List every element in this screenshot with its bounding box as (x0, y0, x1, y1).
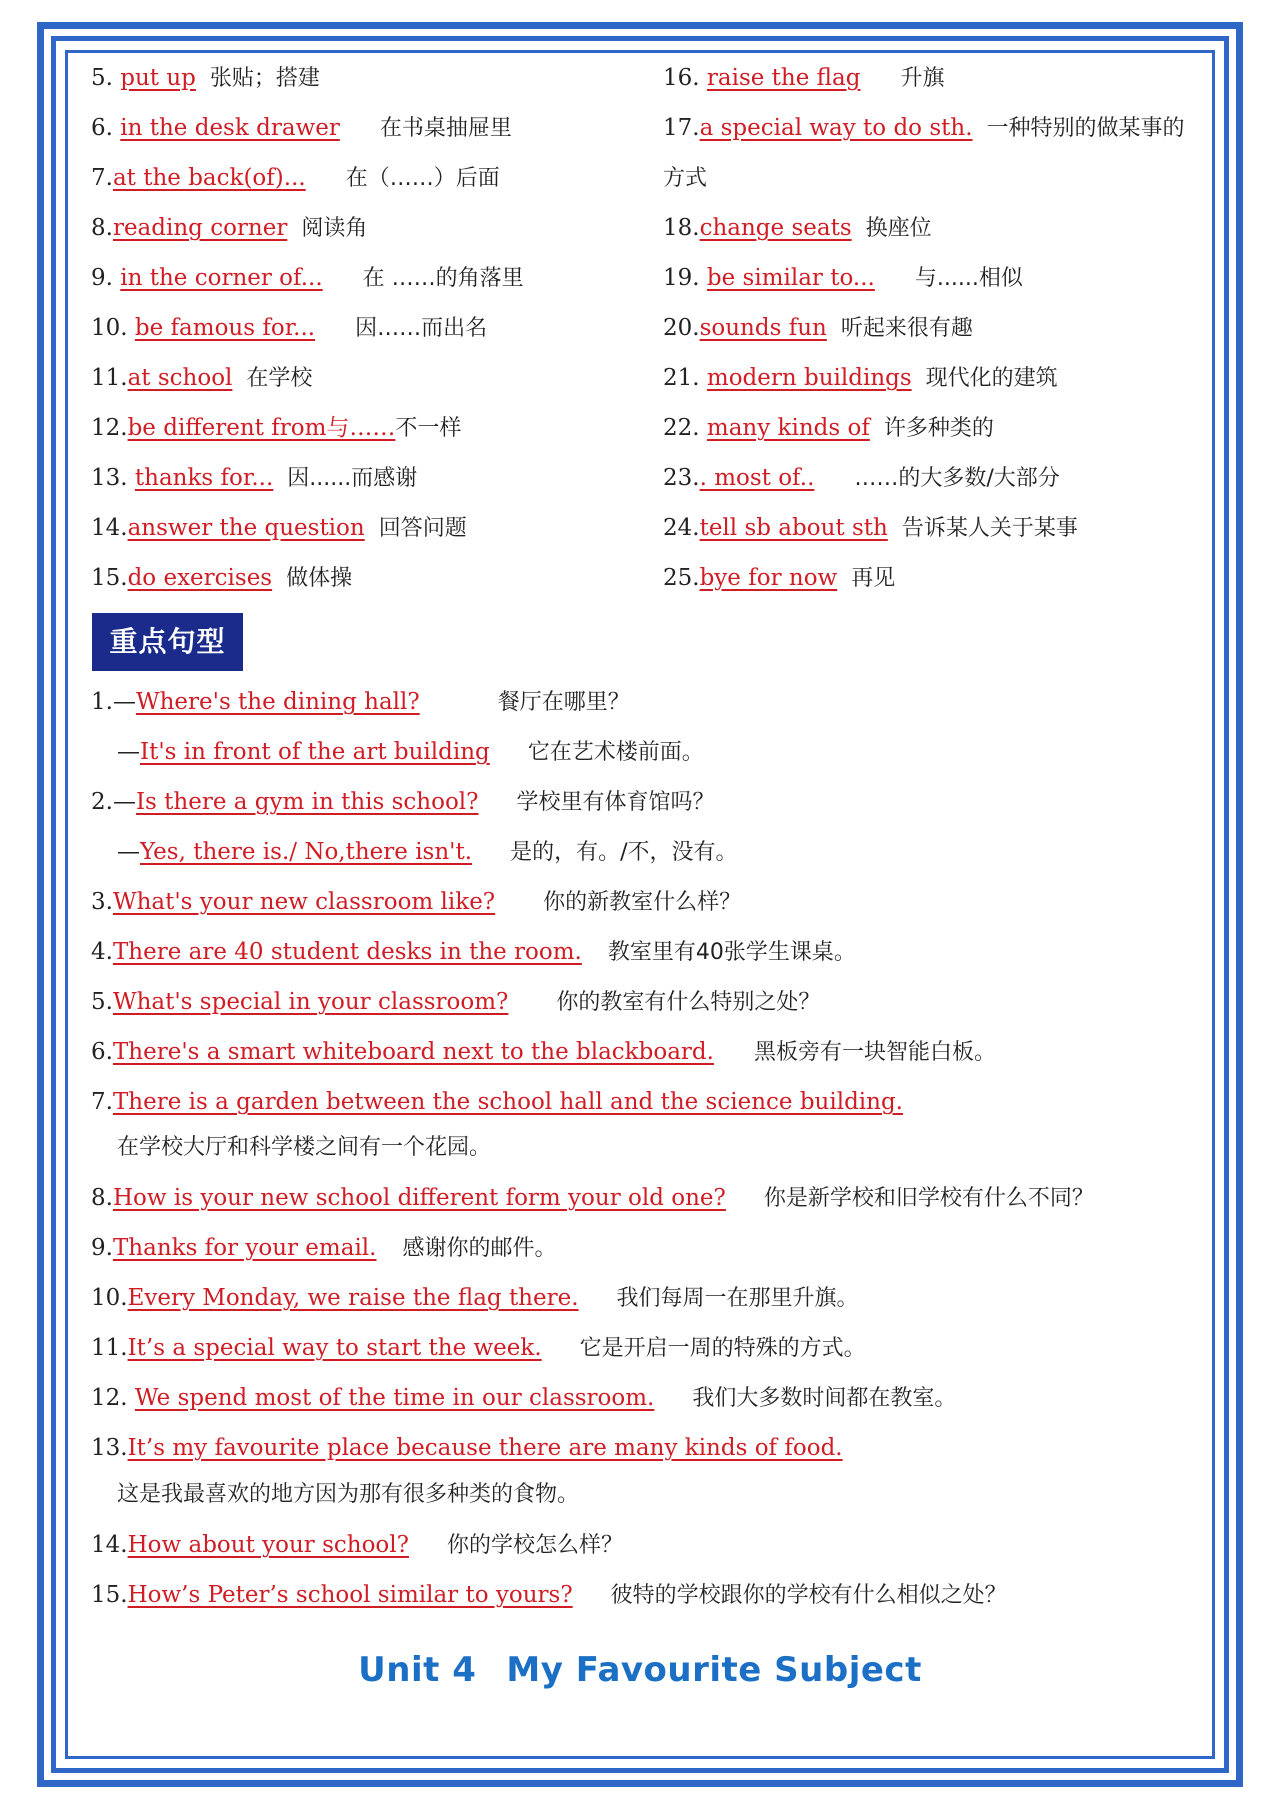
sentence-chinese: 你是新学校和旧学校有什么不同？ (763, 1186, 1094, 1211)
sentence-item (117, 834, 737, 870)
item-number: 7. (91, 165, 113, 191)
phrase-english: be similar to... (706, 265, 875, 291)
item-number: 16. (663, 65, 707, 91)
phrase-item (663, 260, 1023, 296)
item-number: 4. (91, 939, 113, 965)
phrase-chinese: 张贴；搭建 (209, 66, 320, 91)
item-number: 12. (91, 415, 128, 441)
sentence-english: There's a smart whiteboard next to the blackboard. (112, 1039, 714, 1065)
phrase-english: raise the flag (706, 65, 861, 91)
sentence-english: How about your school? (127, 1532, 409, 1558)
item-number: 6. (91, 115, 121, 141)
sentence-english: Thanks for your email. (112, 1235, 377, 1261)
phrase-chinese: 阅读角 (301, 216, 368, 241)
sentence-item (91, 1180, 1094, 1216)
sentence-chinese: 彼特的学校跟你的学校有什么相似之处？ (610, 1583, 1007, 1608)
phrase-english: put up (120, 65, 196, 91)
phrase-english: at school (127, 365, 233, 391)
sentence-item (91, 1330, 866, 1366)
phrase-item (663, 360, 1058, 396)
sentence-item (91, 1230, 556, 1266)
sentence-english: Yes, there is./ No,there isn't. (140, 839, 473, 865)
sentence-english: It’s my favourite place because there are many kinds of food. (127, 1435, 843, 1461)
item-number: 13. (91, 465, 135, 491)
item-number: 13. (91, 1435, 128, 1461)
sentence-chinese: 学校里有体育馆吗？ (516, 790, 715, 815)
item-number: 5. (91, 65, 121, 91)
phrase-chinese: 告诉某人关于某事 (901, 516, 1078, 541)
phrase-chinese: 在学校 (246, 366, 313, 391)
item-number: 8. (91, 215, 113, 241)
item-number: 25. (663, 565, 700, 591)
item-number: 12. (91, 1385, 135, 1411)
sentence-chinese: 你的新教室什么样？ (543, 890, 742, 915)
phrase-english: thanks for... (134, 465, 274, 491)
phrase-chinese: 换座位 (865, 216, 932, 241)
item-number: 14. (91, 515, 128, 541)
phrase-chinese: 做体操 (286, 566, 353, 591)
phrase-item (91, 410, 461, 446)
sentence-item (91, 884, 741, 920)
item-number: 1.— (91, 689, 136, 715)
phrase-english: reading corner (112, 215, 288, 241)
phrase-english: answer the question (127, 515, 365, 541)
phrase-item (91, 360, 312, 396)
item-number: 9. (91, 265, 121, 291)
sentence-item (91, 1034, 996, 1070)
phrase-item (91, 110, 512, 146)
phrase-item (663, 60, 944, 96)
phrase-chinese: 许多种类的 (883, 416, 994, 441)
sentence-english: How is your new school different form your old one? (112, 1185, 726, 1211)
phrase-item (91, 560, 352, 596)
phrase-english: tell sb about sth (699, 515, 888, 541)
unit-number: Unit 4 (358, 1650, 477, 1690)
phrase-english: many kinds of (706, 415, 870, 441)
unit-name: My Favourite Subject (506, 1650, 922, 1690)
phrase-english: change seats (699, 215, 852, 241)
phrase-english: in the corner of... (120, 265, 323, 291)
item-number: 8. (91, 1185, 113, 1211)
phrase-item (663, 460, 1060, 496)
sentence-item (91, 1280, 859, 1316)
phrase-chinese: 因......而感谢 (287, 466, 418, 491)
item-number: 10. (91, 1285, 128, 1311)
phrase-chinese: 升旗 (900, 66, 945, 91)
phrase-chinese: 不一样 (395, 416, 462, 441)
phrase-chinese: 在（……）后面 (345, 166, 500, 191)
phrase-english: be famous for... (134, 315, 316, 341)
sentence-chinese: 教室里有40张学生课桌。 (607, 940, 856, 965)
item-number: 2.— (91, 789, 136, 815)
phrase-item (663, 410, 994, 446)
item-number: 11. (91, 365, 128, 391)
sentence-chinese: 在学校大厅和科学楼之间有一个花园。 (117, 1135, 492, 1160)
item-number: 10. (91, 315, 135, 341)
phrase-english: modern buildings (706, 365, 912, 391)
item-number: 7. (91, 1089, 113, 1115)
phrase-item (91, 60, 320, 96)
sentence-english: What's special in your classroom? (112, 989, 509, 1015)
item-number: 11. (91, 1335, 128, 1361)
sentence-item (91, 934, 856, 970)
sentence-english: Where's the dining hall? (135, 689, 420, 715)
sentence-translation (117, 1476, 579, 1512)
sentence-english: There are 40 student desks in the room. (112, 939, 582, 965)
item-number: 18. (663, 215, 700, 241)
phrase-english: do exercises (127, 565, 273, 591)
item-number: 17. (663, 115, 700, 141)
phrase-item (91, 510, 467, 546)
sentence-item (91, 984, 820, 1020)
sentence-item (91, 784, 715, 820)
phrase-item (663, 510, 1078, 546)
item-number: — (117, 739, 140, 765)
phrase-english: sounds fun (699, 315, 827, 341)
phrase-item (91, 260, 524, 296)
phrase-item (663, 210, 932, 246)
sentence-chinese: 它是开启一周的特殊的方式。 (579, 1336, 866, 1361)
item-number: 6. (91, 1039, 113, 1065)
phrase-item (91, 160, 500, 196)
item-number: 19. (663, 265, 707, 291)
phrase-chinese: 在书桌抽屉里 (379, 116, 512, 141)
phrase-chinese: 回答问题 (378, 516, 467, 541)
item-number: 3. (91, 889, 113, 915)
item-number: 15. (91, 565, 128, 591)
phrase-chinese: 与......相似 (914, 266, 1023, 291)
item-number: 14. (91, 1532, 128, 1558)
sentence-item (91, 1084, 903, 1120)
phrase-english: in the desk drawer (120, 115, 340, 141)
unit-title (0, 1650, 1280, 1690)
phrase-item-continuation (663, 160, 707, 196)
phrase-chinese: 一种特别的做某事的 (986, 116, 1185, 141)
sentence-english: Every Monday, we raise the flag there. (127, 1285, 579, 1311)
phrase-english: bye for now (699, 565, 838, 591)
phrase-chinese: 现代化的建筑 (925, 366, 1058, 391)
phrase-item (663, 110, 1185, 146)
sentence-chinese: 我们大多数时间都在教室。 (692, 1386, 957, 1411)
sentence-chinese: 黑板旁有一块智能白板。 (753, 1040, 996, 1065)
phrase-chinese: 方式 (663, 166, 708, 191)
sentence-chinese: 感谢你的邮件。 (402, 1236, 557, 1261)
sentence-item (91, 1430, 843, 1466)
sentence-english: It's in front of the art building (140, 739, 490, 765)
sentence-item (91, 1380, 956, 1416)
sentence-chinese: 你的学校怎么样？ (446, 1533, 623, 1558)
phrase-item (91, 310, 487, 346)
item-number: 22. (663, 415, 707, 441)
sentence-chinese: 是的，有。/不，没有。 (510, 840, 738, 865)
sentence-item (91, 1527, 623, 1563)
phrase-item (91, 460, 417, 496)
sentence-chinese: 你的教室有什么特别之处？ (556, 990, 821, 1015)
phrase-english: . most of.. (699, 465, 815, 491)
item-number: 9. (91, 1235, 113, 1261)
phrase-english: a special way to do sth. (699, 115, 973, 141)
sentence-chinese: 这是我最喜欢的地方因为那有很多种类的食物。 (117, 1482, 580, 1507)
sentence-english: How’s Peter’s school similar to yours? (127, 1582, 573, 1608)
phrase-chinese: 因……而出名 (355, 316, 488, 341)
sentence-english: We spend most of the time in our classroom. (134, 1385, 655, 1411)
sentence-chinese: 它在艺术楼前面。 (527, 740, 704, 765)
item-number: 24. (663, 515, 700, 541)
phrase-chinese: 再见 (851, 566, 896, 591)
item-number: 5. (91, 989, 113, 1015)
sentence-translation (117, 1129, 491, 1165)
phrase-chinese: ……的大多数/大部分 (854, 466, 1060, 491)
phrase-item (91, 210, 367, 246)
phrase-chinese: 听起来很有趣 (840, 316, 973, 341)
section-title-badge: 重点句型 (92, 613, 243, 671)
item-number: 15. (91, 1582, 128, 1608)
phrase-english: be different from与…… (127, 415, 396, 441)
sentence-english: Is there a gym in this school? (135, 789, 479, 815)
phrase-item (663, 310, 973, 346)
phrase-item (663, 560, 895, 596)
sentence-item (91, 684, 630, 720)
phrase-english: at the back(of)... (112, 165, 306, 191)
sentence-item (117, 734, 704, 770)
phrase-chinese: 在 ……的角落里 (362, 266, 524, 291)
sentence-english: It’s a special way to start the week. (127, 1335, 542, 1361)
sentence-english: There is a garden between the school hall and the science building. (112, 1089, 903, 1115)
sentence-item (91, 1577, 1007, 1613)
item-number: 23. (663, 465, 700, 491)
sentence-chinese: 餐厅在哪里？ (497, 690, 630, 715)
item-number: 21. (663, 365, 707, 391)
sentence-english: What's your new classroom like? (112, 889, 496, 915)
item-number: 20. (663, 315, 700, 341)
item-number: — (117, 839, 140, 865)
sentence-chinese: 我们每周一在那里升旗。 (616, 1286, 859, 1311)
